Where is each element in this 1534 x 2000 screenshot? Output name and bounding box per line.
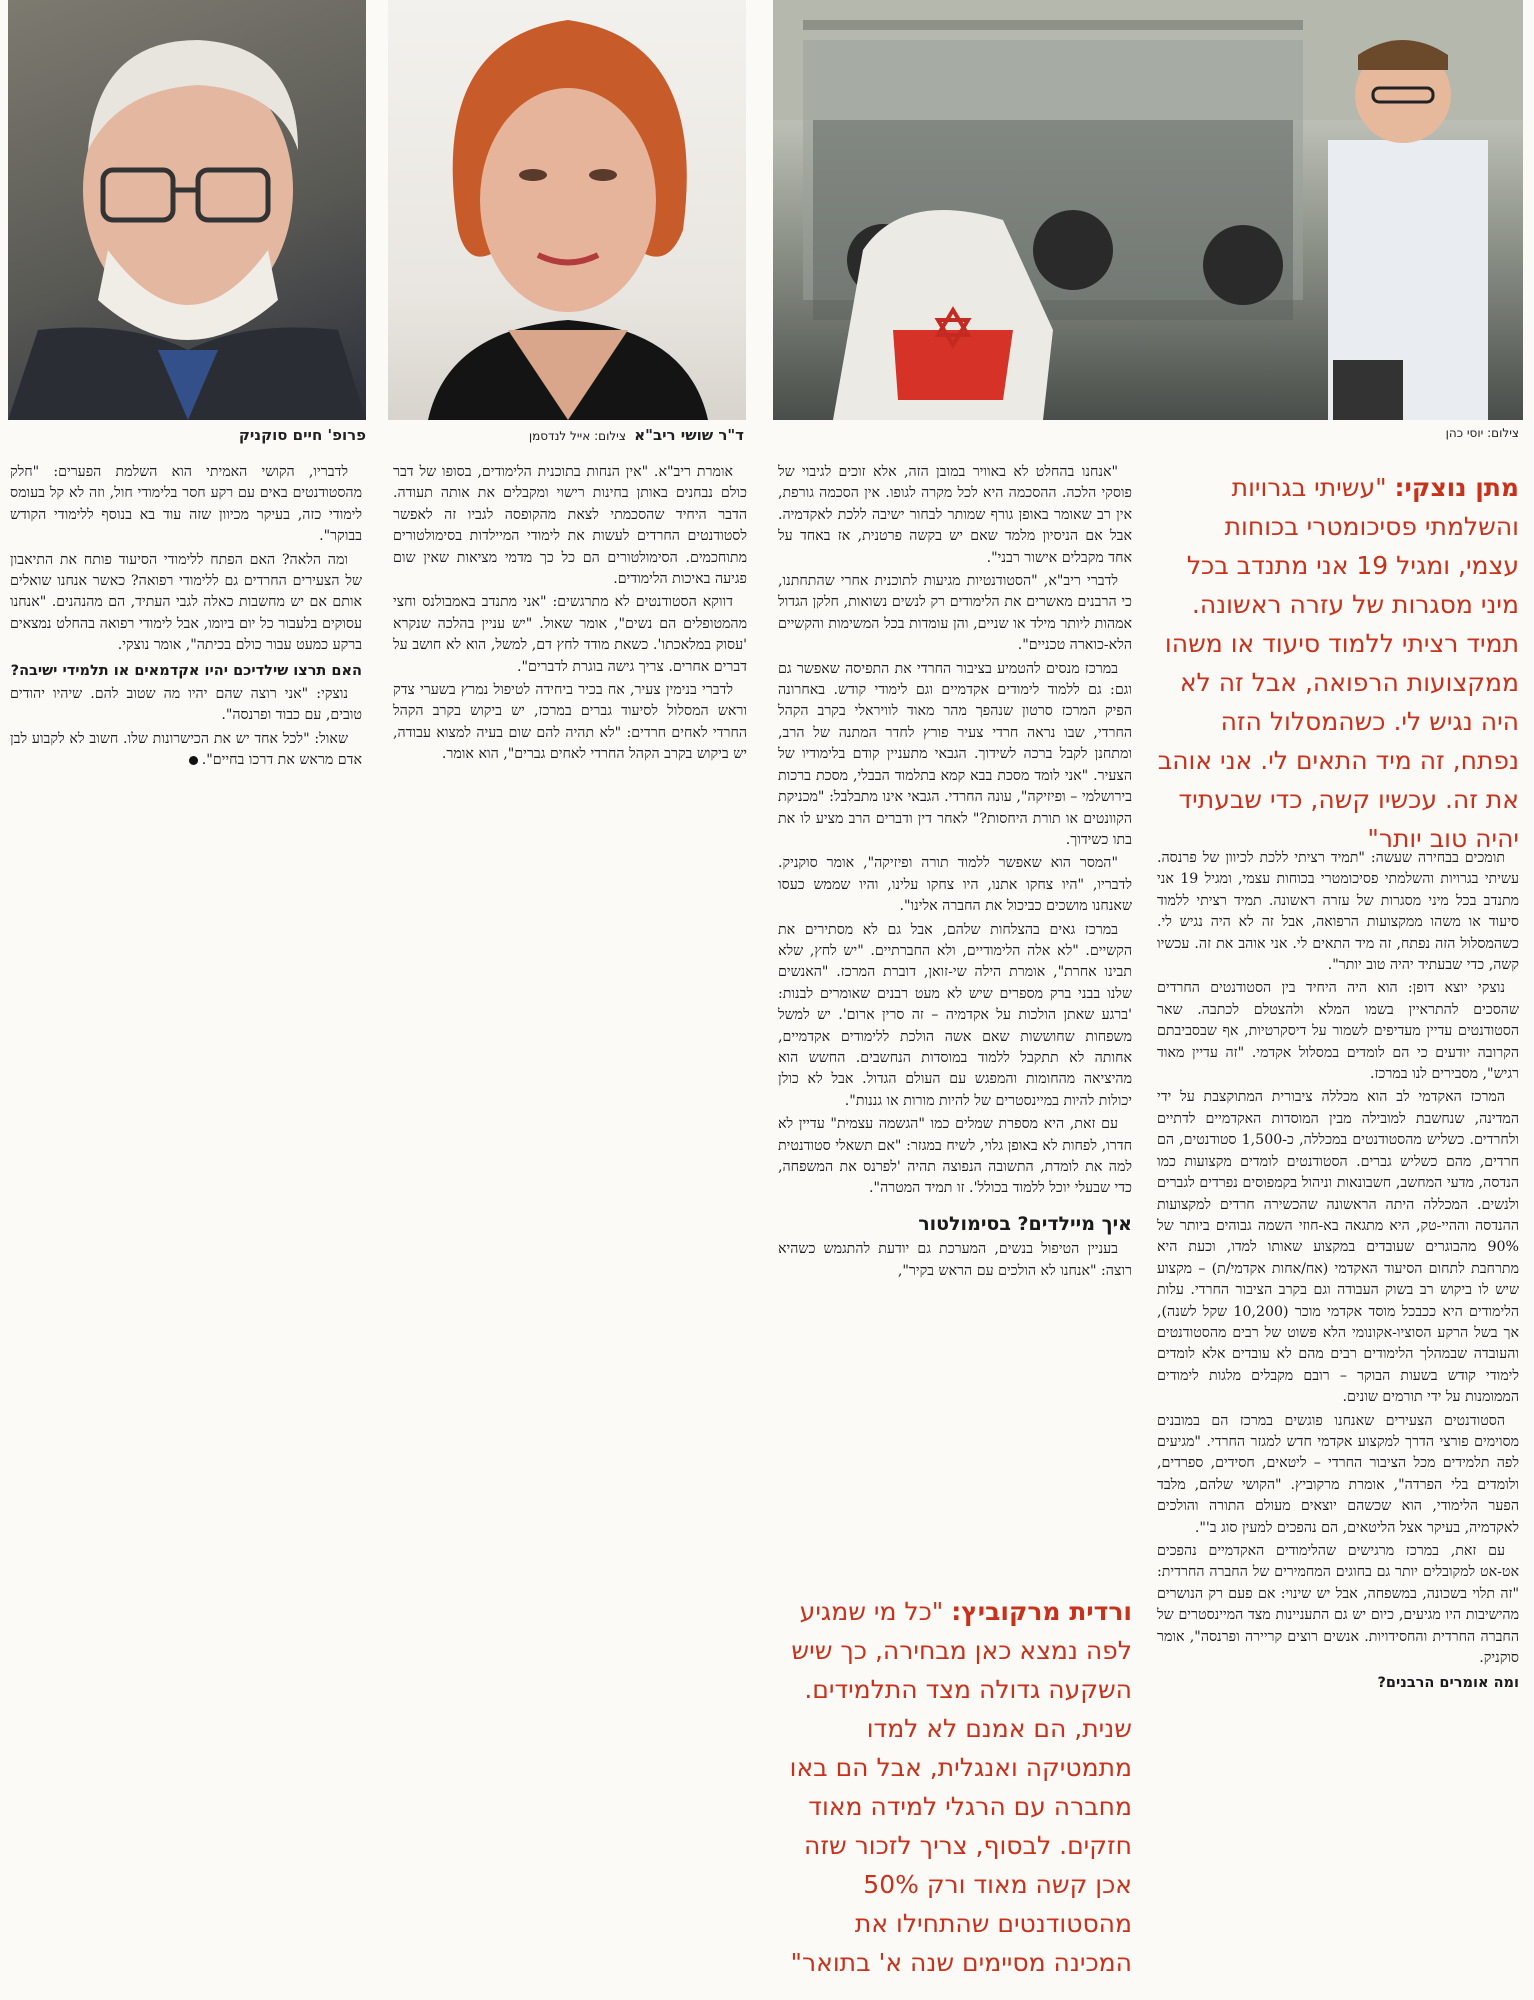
section-subheading: איך מיילדים? בסימולטור <box>918 1212 1132 1235</box>
pull-quote-text: "עשיתי בגרויות והשלמתי פסיכומטרי בכוחות עצמי, ומגיל 19 אני מתנדב בכל מיני מסגרות של עזרה ראשונה. תמיד רציתי ללמוד סיעוד או משהו ממקצועות הרפואה, אבל זה לא היה נגיש לי. כשהמסלול הזה נפתח, זה מיד התאים לי. אני אוהב את זה. עכשיו קשה, כדי שבעתיד יהיה טוב יותר" <box>1157 473 1519 853</box>
paragraph <box>10 729 362 772</box>
paragraph: דווקא הסטודנטים לא מתרגשים: "אני מתנדב באמבולנס וחצי מהמטופלים הם נשים", אומר שאול. "יש עניין בהלכה שנקרא 'עסוק במלאכתו'. כשאת מודד לחץ דם, למשל, הוא לא חושב על דברים אחרים. צריך גישה בוגרת לדברים". <box>393 594 747 675</box>
paragraph: לדבריו, הקושי האמיתי הוא השלמת הפערים: "חלק מהסטודנטים באים עם רקע חסר בלימודי חול, וזה לא קל בעומס לימודי כזה, בעיקר מכיוון שזה עוד בא בנוסף ללימודי הקודש בבוקר". <box>10 464 362 545</box>
article-column-4 <box>10 462 362 774</box>
paragraph: תומכים בבחירה שעשה: "תמיד רציתי ללכת לכיוון של פרנסה. עשיתי בגרויות והשלמתי פסיכומטרי בכוחות עצמי, ומגיל 19 אני מתנדב בכל מיני מסגרות של עזרה ראשונה. תמיד רציתי ללמוד סיעוד או משהו ממקצועות הרפואה, אבל זה לא היה נגיש לי. כשהמסלול הזה נפתח, זה מיד התאים לי. אני אוהב את זה. עכשיו קשה, כדי שבעתיד יהיה טוב יותר". <box>1157 850 1519 974</box>
pull-quote-name: מתן נוצקי: <box>1394 473 1519 502</box>
paragraph: עם זאת, היא מספרת שמלים כמו "הגשמה עצמית" עדיין לא חדרו, לפחות לא באופן גלוי, לשיח במגזר: "אם תשאלי סטודנטית למה את לומדת, התשובה הנפוצה תהיה 'לפרנס את המשפחה, כדי שבעלי יוכל ללמוד בכולל'. זו תמיד המטרה". <box>778 1116 1132 1197</box>
caption-credit: צילום: אייל לנדסמן <box>528 429 626 443</box>
paragraph: לדברי בנימין צעיר, אח בכיר ביחידה לטיפול נמרץ בשערי צדק וראש המסלול לסיעוד גברים במרכז, יש ביקוש בקרב הקהל החרדי לאחים חרדים: "לא תהיה להם שום בעיה למצוא עבודה, יש ביקוש בקרב הקהל החרדי לאחים גברים", הוא אומר. <box>393 682 747 763</box>
paragraph: "המסר הוא שאפשר ללמוד תורה ופיזיקה", אומר סוקניק. לדבריו, "היו צחקו אתנו, היו צחקו עלינו, והיו שממש כעסו שאנחנו מושכים כביכול את החברה אלינו". <box>778 855 1132 915</box>
paragraph: ומה הלאה? האם הפתח ללימודי הסיעוד פותח את התיאבון של הצעירים החרדים גם ללימודי רפואה? כאשר אנחנו שואלים אותם אם יש מחשבות כאלה לגבי העתיד, הם מהנהנים. "אנחנו עסוקים בלעבור כל יום ביומו, אבל לימודי רפואה בהחלט נמצאים ברקע כמעט עבור כולם בכיתה", אומר נוצקי. <box>10 551 362 654</box>
paragraph: נוצקי: "אני רוצה שהם יהיו מה שטוב להם. שיהיו יהודים טובים, עם כבוד ופרנסה". <box>10 686 362 724</box>
section-question: האם תרצו שילדיכם יהיו אקדמאים או תלמידי ישיבה? <box>10 662 362 679</box>
photo-caption-sokanik: פרופ' חיים סוקניק <box>238 426 366 444</box>
photo-haim-sokanik <box>8 0 366 420</box>
pull-quote-name: ורדית מרקוביץ: <box>951 1597 1132 1626</box>
pull-quote-markovich <box>778 1592 1132 1982</box>
article-column-3 <box>393 462 747 768</box>
pull-quote-text: "כל מי שמגיע לפה נמצא כאן מבחירה, כך שיש השקעה גדולה מצד התלמידים. שנית, הם אמנם לא למדו מתמטיקה ואנגלית, אבל הם באו מחברה עם הרגלי למידה מאוד חזקים. לבסוף, צריך לזכור שזה אכן קשה מאוד ורק 50% מהסטודנטים שהתחילו את המכינה מסיימים שנה א' בתואר" <box>789 1597 1132 1977</box>
paragraph: במרכז גאים בהצלחות שלהם, אבל גם לא מסתירים את הקשיים. "לא אלה הלימודיים, ולא החברתיים. "יש לחץ, שלא תבינו אחרת", אומרת הילה שי-זואן, דוברת המרכז. "האנשים שלנו בבני ברק מספרים שיש לא מעט רבנים שאומרים לבנות: 'ברגע שאתן הולכות על אקדמיה – זה סרין ארום'. יש למשל משפחות שחוששות שאם אשה הולכת ללימודים אקדמיים, אחותה לא תתקבל ללמוד במוסדות הנחשבים. החשש הוא מהיציאה מהחומות והמפגש עם העולם הגדול. אבל לא כולן יכולות להיות במיינסטרים של להיות מורות או גננות". <box>778 921 1132 1109</box>
paragraph: המרכז האקדמי לב הוא מכללה ציבורית המתוקצבת על ידי המדינה, שנחשבת למובילה מבין המוסדות האקדמיים לדתיים ולחרדים. כשליש מהסטודנטים במכללה, כ-1,500 סטודנטים, הם חרדים, מהם כשליש גברים. הסטודנטים לומדים מקצועות כמו הנדסה, מדעי המחשב, חשבונאות וניהול בקמפוסים נפרדים לגברים ולנשים. המכללה היתה הראשונה שהכשירה חרדים למקצועות ההנדסה וההיי-טק, היא מתגאה בא-חוזי השמה גבוהים ביותר של 90% מהבוגרים שעובדים במקצוע שאותו למדו, וכעת היא מתרחבת לתחום הסיעוד האקדמי (אח/אחות אקדמי/ת) – מקצוע שיש לו ביקוש רב בשוק העבודה וגם בקרב הציבור החרדי. עלות הלימודים היא ככבכל מוסד אקדמי מוכר (10,200 שקל לשנה), אך בשל הרקע הסוציו-אקונומי הלא פשוט של רבים מהסטודנטים והעובדה שבמהלך הלימודים רבים מהם לא עובדים אלא לומדים לימודי קודש בשעות הבוקר – רובם מקבלים מלגות לימודים הממומנות על ידי תורמים שונים. <box>1157 1089 1519 1406</box>
caption-name: ד"ר שושי ריב"א <box>634 426 744 444</box>
end-of-article-icon <box>189 756 198 765</box>
answer-text: שאול: "לכל אחד יש את הכישרונות שלו. חשוב לא לקבוע לבן אדם מראש את דרכו בחיים". <box>10 730 362 769</box>
paragraph: הסטודנטים הצעירים שאנחנו פוגשים במרכז הם במובנים מסוימים פורצי הדרך למקצוע אקדמי חדש למגזר החרדי. "מגיעים לפה תלמידים מכל הציבור החרדי – ליטאים, חסידים, ספרדים, ולומדים בלי הפרדה", אומרת מרקוביץ. "הקושי שלהם, מלבד הפער הלימודי, הוא שכשהם יוצאים מעולם התורה והולכים לאקדמיה, בעיקר אצל הליטאים, הם נהפכים למעין סוג ב'". <box>1157 1412 1519 1536</box>
paragraph: אומרת ריב"א. "אין הנחות בתוכנית הלימודים, בסופו של דבר כולם נבחנים באותן בחינות רישוי ומקבלים את אותה תעודה. הדבר היחיד שהסכמתי לצאת מהקופסה לגביו זה לאפשר לסטודנטים החרדים לעשות את לימודי המיילדות בסימולטורים מתוחכמים. הסימולטורים הם כל כך מדמי מציאות שאין שום פגיעה באיכות הלימודים. <box>393 464 747 588</box>
article-column-2 <box>778 462 1132 1284</box>
paragraph: במרכז מנסים להטמיע בציבור החרדי את התפיסה שאפשר גם וגם: גם ללמוד לימודים אקדמיים וגם לימודי קודש. באחרונה הפיק המרכז סרטון שנהפך מהר מאוד לוויראלי בקרב הקהל החרדי, שבו נראה חרדי צעיר פורץ לחדר המתנה של הרב, ומתחנן לקבל ברכה לשידוך. הגבאי מתעניין קודם בלימודיו של הצעיר. "אני לומד מסכת בבא קמא בתלמוד הבבלי, מסכת ברכות בירושלמי – ופיזיקה", עונה החרדי. הגבאי אינו מתבלבל: "מכניקת הקוונטים או תורת היחסות?" לאחר דין ודברים הרב מציע לו את בתו כשידוך. <box>778 660 1132 848</box>
paragraph: "אנחנו בהחלט לא באוויר במובן הזה, אלא זוכים לגיבוי של פוסקי הלכה. ההסכמה היא לכל מקרה לגופו. אין הסכמה גורפת, אין רב שאומר באופן גורף שמותר לבחור ישיבה ללכת לאקדמיה. אבל אם הניסיון מלמד שאם יש בקשה פרטנית, אז באחד על אחד מקבלים אישור רבני". <box>778 464 1132 566</box>
photo-caption-riba <box>529 426 744 444</box>
pull-quote-notzki <box>1157 468 1519 858</box>
paragraph: נוצקי יוצא דופן: הוא היה היחיד בין הסטודנטים החרדים שהסכים להתראיין בשמו המלא ולהצטלם לכתבה. שאר הסטודנטים עדיין מעדיפים לשמור על דיסקרטיות, אף שבסביבתם הקרובה יודעים כי הם לומדים במסלול אקדמי. "זה עדיין מאוד רגיש", מסבירים לנו במרכז. <box>1157 980 1519 1083</box>
paragraph: בעניין הטיפול בנשים, המערכת גם יודעת להתגמש כשהיא רוצה: "אנחנו לא הולכים עם הראש בקיר", <box>778 1241 1132 1279</box>
photo-shoshi-riba <box>388 0 746 420</box>
photo-credit-right: צילום: יוסי כהן <box>1445 426 1519 440</box>
section-question: ומה אומרים הרבנים? <box>1377 1675 1519 1692</box>
paragraph: עם זאת, במרכז מרגישים שהלימודים האקדמיים נהפכים אט-אט למקובלים יותר גם בחוגים המחמירים של החברה החרדית: "זה תלוי בשכונה, במשפחה, אבל יש שינוי: אם פעם רק הנושרים מהישיבות היו מגיעים, כיום יש גם התעניינות מצד המיינסטרים של החברה החרדית והחסידויות. אנשים רוצים קריירה ופרנסה", אומר סוקניק. <box>1157 1543 1519 1667</box>
paragraph: לדברי ריב"א, "הסטודנטיות מגיעות לתוכנית אחרי שהתחתנו, כי הרבנים מאשרים את הלימודים רק לנשים נשואות, חלקן הגדול אמהות ליותר מילד או שניים, והן עומדות בכל המשימות והקשיים הלא-כוארה טכניים". <box>778 573 1132 654</box>
photo-student-with-scooter <box>773 0 1523 420</box>
article-column-1 <box>1157 848 1519 1697</box>
